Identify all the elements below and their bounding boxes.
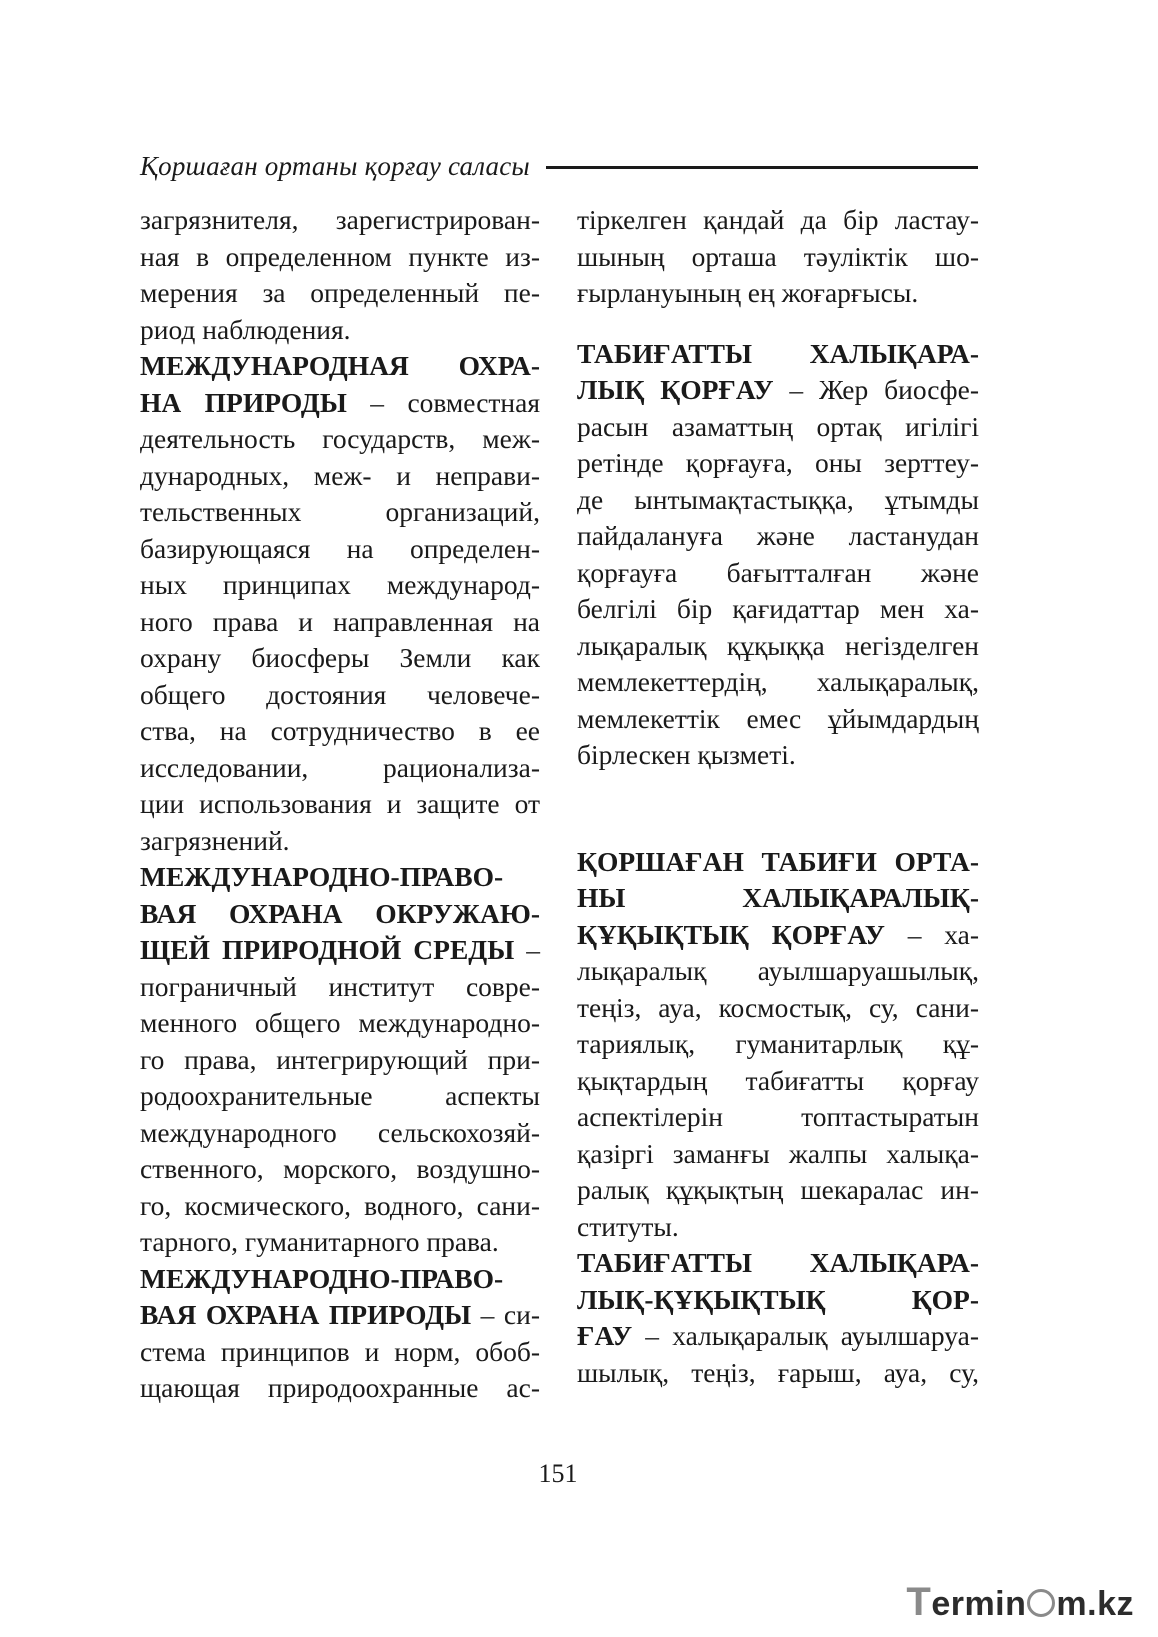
text-line: шының орташа тәуліктік шо- [577,240,979,272]
text-line: тариялық, гуманитарлық құ- [577,1028,979,1059]
entry-term: ҒАУ [577,1320,633,1351]
entry-term: ТАБИҒАТТЫ ХАЛЫҚАРА- [577,1247,979,1278]
magnifier-icon [1027,1589,1055,1617]
text-line: қазіргі заманғы жалпы халықа- [577,1137,979,1169]
termincom-watermark-logo [906,1580,1134,1625]
text-line: стема принципов и норм, обоб- [140,1335,540,1367]
entry-international-nature-protection [140,348,540,859]
text-line: ретінде қорғауға, оны зерттеу- [577,447,979,478]
text-line: теңіз, ауа, космостық, су, сани- [577,991,979,1023]
entry-definition: – си- [471,1299,540,1330]
page-number: 151 [538,1459,578,1488]
text-line: пограничный институт совре- [140,970,540,1002]
text-line: тельственных организаций, [140,496,540,527]
text-line: тарного, гуманитарного права. [140,1226,499,1257]
text-line: го, космического, водного, сани- [140,1189,540,1221]
entry-definition: – Жер биосфе- [773,374,979,405]
running-header-title: Қоршаған ортаны қорғау саласы [140,150,530,181]
text-line: ституты. [577,1210,679,1242]
text-line: аспектілерін топтастыратын [577,1101,979,1132]
text-line: ралық құқықтың шекаралас ин- [577,1174,979,1205]
text-line: мерения за определенный пе- [140,277,540,308]
text-line: лықаралық ауылшаруашылық, [577,955,979,986]
text-line: дународных, меж- и неправи- [140,459,540,491]
running-header [140,146,978,186]
text-line: ственного, морского, воздушно- [140,1153,540,1184]
text-line: ции использования и защите от [140,788,540,819]
right-column [577,202,979,1391]
text-line: охрану биосферы Земли как [140,642,540,673]
text-line: деятельность государств, меж- [140,423,540,454]
header-rule [546,166,978,169]
entry-term: МЕЖДУНАРОДНО-ПРАВО- [140,861,504,892]
text-line: қықтардың табиғатты қорғау [577,1064,979,1096]
text-line: тіркелген қандай да бір ластау- [577,204,979,235]
text-line: де ынтымақтастыққа, ұтымды [577,483,979,515]
entry-term: ТАБИҒАТТЫ ХАЛЫҚАРА- [577,337,979,369]
text-line: мемлекеттердің, халықаралық, [577,666,979,697]
entry-term-line [577,1318,979,1355]
entry-definition: – ха- [884,918,979,950]
watermark-text: m.kz [1056,1585,1134,1623]
entry-term: ЛЫҚ ҚОРҒАУ [577,374,774,405]
text-line: ства, на сотрудничество в ее [140,715,540,746]
text-line: международного сельскохозяй- [140,1116,540,1148]
entry-term: МЕЖДУНАРОДНО-ПРАВО- [140,1262,504,1294]
text-line: ных принципах международ- [140,569,540,600]
text-line: ғырлануының ең жоғарғысы. [577,277,919,308]
entry-term-line [577,917,979,954]
spacer [577,774,979,844]
entry-term-line [577,372,979,409]
entry-definition: – [514,934,541,965]
text-line: загрязнителя, зарегистрирован- [140,204,540,235]
text-line: го права, интегрирующий при- [140,1043,540,1075]
entry-term: ВАЯ ОХРАНА ПРИРОДЫ [140,1299,472,1330]
text-line: риод наблюдения. [140,313,351,345]
watermark-text: ermin [931,1585,1027,1623]
spacer [577,312,979,336]
entry-definition: – совместная [346,386,540,418]
entry-international-legal-nature-protection [140,1261,540,1407]
text-line: бірлескен қызметі. [577,739,796,770]
text-line: пайдалануға және ластанудан [577,520,979,551]
text-line: мемлекеттік емес ұйымдардың [577,702,979,734]
text-line: лықаралық құқыққа негізделген [577,629,979,661]
entry-definition: – халықаралық ауылшаруа- [632,1320,979,1351]
text-line: ного права и направленная на [140,605,540,637]
text-line: базирующаяся на определен- [140,532,540,564]
entry-tabigatty-halykaralyk-korgau [577,336,979,774]
text-line: ная в определенном пункте из- [140,240,540,272]
entry-term: МЕЖДУНАРОДНАЯ ОХРА- [140,350,540,381]
entry-tabigatty-halykaralyk-kukyktyk-korgau [577,1245,979,1391]
entry-term-line [140,932,540,969]
entry-term: ЩЕЙ ПРИРОДНОЙ СРЕДЫ [140,934,515,965]
text-line: шылық, теңіз, ғарыш, ауа, су, [577,1356,979,1388]
watermark-t: T [906,1580,932,1624]
left-column [140,202,540,1407]
entry-term: НА ПРИРОДЫ [140,386,347,418]
text-line: расын азаматтың ортақ игілігі [577,410,979,442]
text-line: менного общего международно- [140,1007,540,1038]
entry-korshagan-tabigi-ortany-korgau [577,844,979,1246]
entry-term: ВАЯ ОХРАНА ОКРУЖАЮ- [140,897,540,929]
entry-term-line [140,1297,540,1334]
entry-international-legal-environment-protection [140,859,540,1261]
text-line: исследовании, рационализа- [140,751,540,783]
entry-term: НЫ ХАЛЫҚАРАЛЫҚ- [577,882,979,913]
entry-term: ҚҰҚЫҚТЫҚ ҚОРҒАУ [577,918,885,950]
text-line: щающая природоохранные ас- [140,1372,540,1403]
text-line: общего достояния человече- [140,678,540,710]
text-line: загрязнений. [140,824,290,856]
entry-term: ҚОРШАҒАН ТАБИҒИ ОРТА- [577,845,979,877]
entry-term-line [140,385,540,422]
text-line: белгілі бір қағидаттар мен ха- [577,593,979,624]
text-line: родоохранительные аспекты [140,1080,540,1111]
text-line: қорғауға бағытталған және [577,556,979,588]
entry-term: ЛЫҚ-ҚҰҚЫҚТЫҚ ҚОР- [577,1283,979,1315]
